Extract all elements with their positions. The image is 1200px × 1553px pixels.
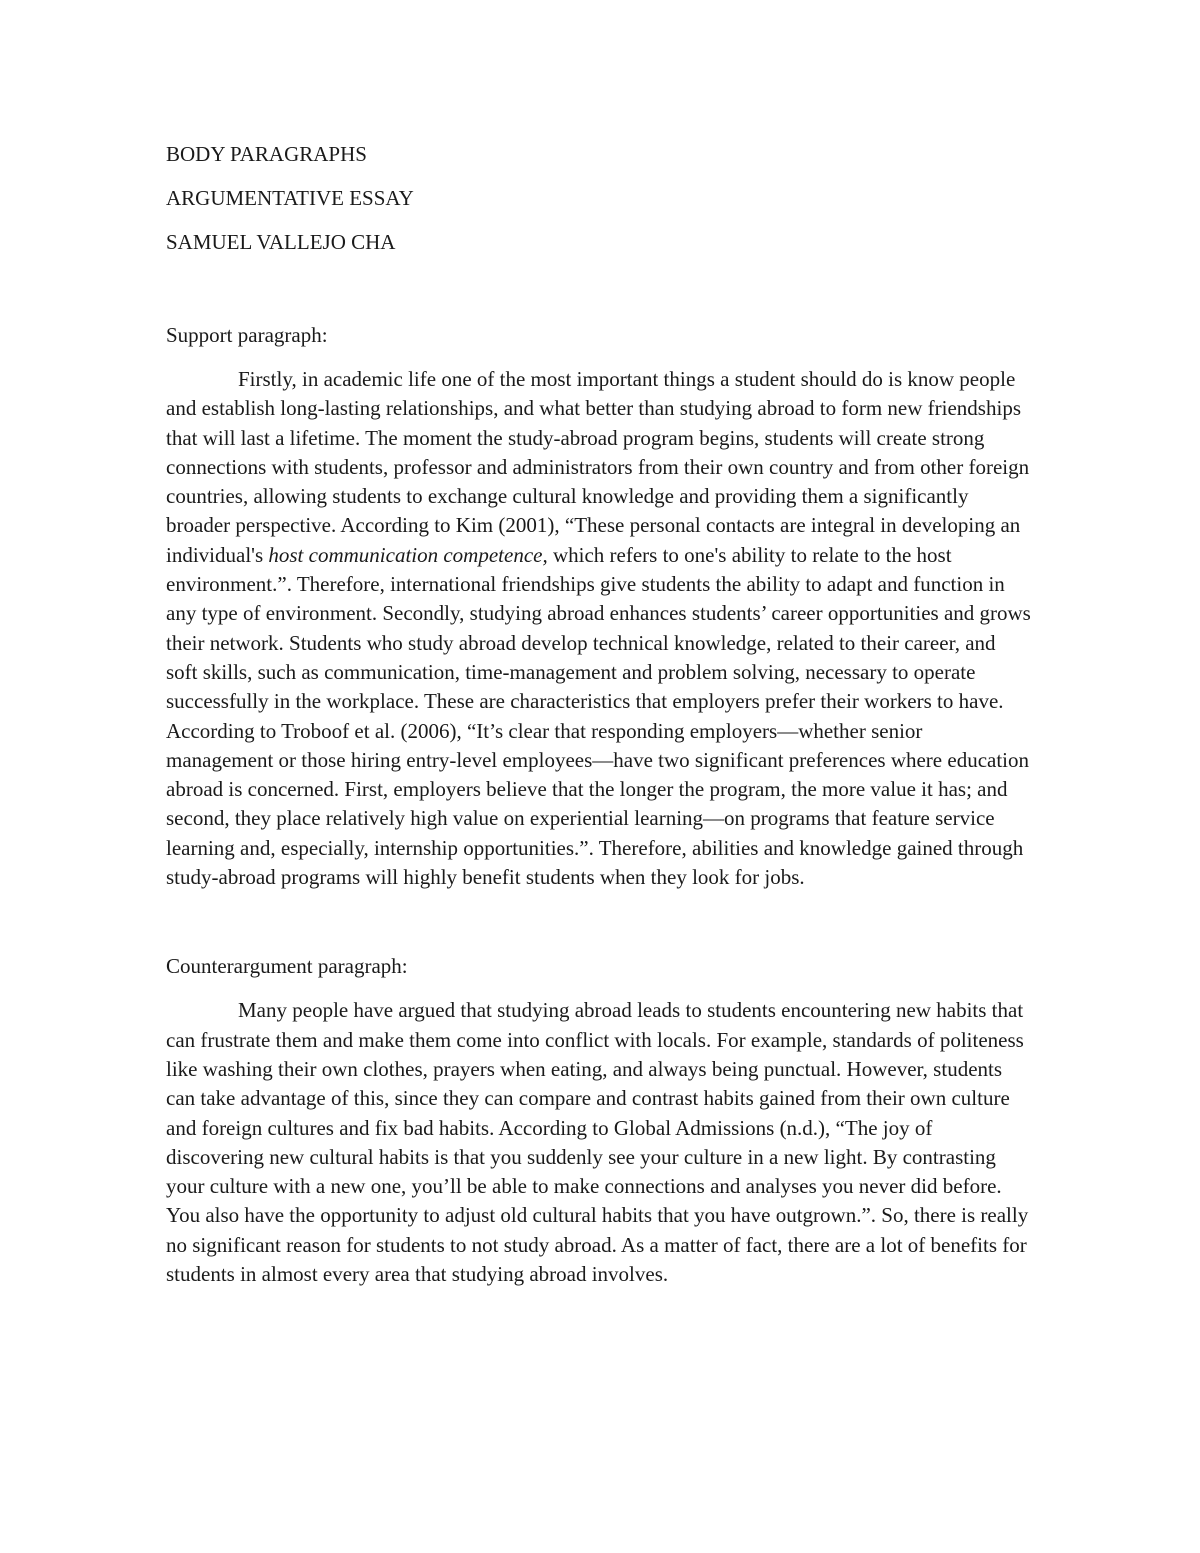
counterargument-paragraph-label: Counterargument paragraph: bbox=[166, 954, 408, 979]
spacer bbox=[166, 892, 1031, 952]
author-name: SAMUEL VALLEJO CHA bbox=[166, 230, 396, 254]
support-paragraph bbox=[166, 365, 1031, 892]
section-title: BODY PARAGRAPHS bbox=[166, 142, 367, 166]
document-body bbox=[166, 140, 1031, 1289]
counterargument-paragraph: Many people have argued that studying abroad leads to students encountering new habits that can frustrate them and make them come into conflict with locals. For example, standards of politeness like washing their own clothes, prayers when eating, and always being punctual. However, students can take advantage of this, since they can compare and contrast habits gained from their own culture and foreign cultures and fix bad habits. According to Global Admissions (n.d.), “The joy of discovering new cultural habits is that you suddenly see your culture in a new light. By contrasting your culture with a new one, you’ll be able to make connections and analyses you never did before. You also have the opportunity to adjust old cultural habits that you have outgrown.”. So, there is really no significant reason for students to not study abroad. As a matter of fact, there are a lot of benefits for students in almost every area that studying abroad involves. bbox=[166, 998, 1029, 1287]
support-text-part-1: Firstly, in academic life one of the most important things a student should do is know people and establish long-lasting relationships, and what better than studying abroad to form new friendships that will last a lifetime. The moment the study-abroad program begins, students will create strong connections with students, professor and administrators from their own country and from other foreign countries, allowing students to exchange cultural knowledge and providing them a significantly broader perspective. According to Kim (2001), “These personal contacts are integral in developing an individual's bbox=[166, 367, 1030, 567]
essay-type: ARGUMENTATIVE ESSAY bbox=[166, 186, 414, 210]
support-text-part-2: which refers to one's ability to relate to the host environment.”. Therefore, international friendships give students the ability to adapt and function in any type of environment. Secondly, studying abroad enhances students’ career opportunities and grows their network. Students who study abroad develop technical knowledge, related to their career, and soft skills, such as communication, time-management and problem solving, necessary to operate successfully in the workplace. These are characteristics that employers prefer their workers to have. According to Troboof et al. (2006), “It’s clear that responding employers—whether senior management or those hiring entry-level employees—have two significant preferences where education abroad is concerned. First, employers believe that the longer the program, the more value it has; and second, they place relatively high value on experiential learning—on programs that feature service learning and, especially, internship opportunities.”. Therefore, abilities and knowledge gained through study-abroad programs will highly benefit students when they look for jobs. bbox=[166, 542, 1031, 890]
spacer bbox=[166, 272, 1031, 321]
support-text-italic: host communication competence, bbox=[268, 542, 548, 567]
support-paragraph-label: Support paragraph: bbox=[166, 323, 328, 347]
